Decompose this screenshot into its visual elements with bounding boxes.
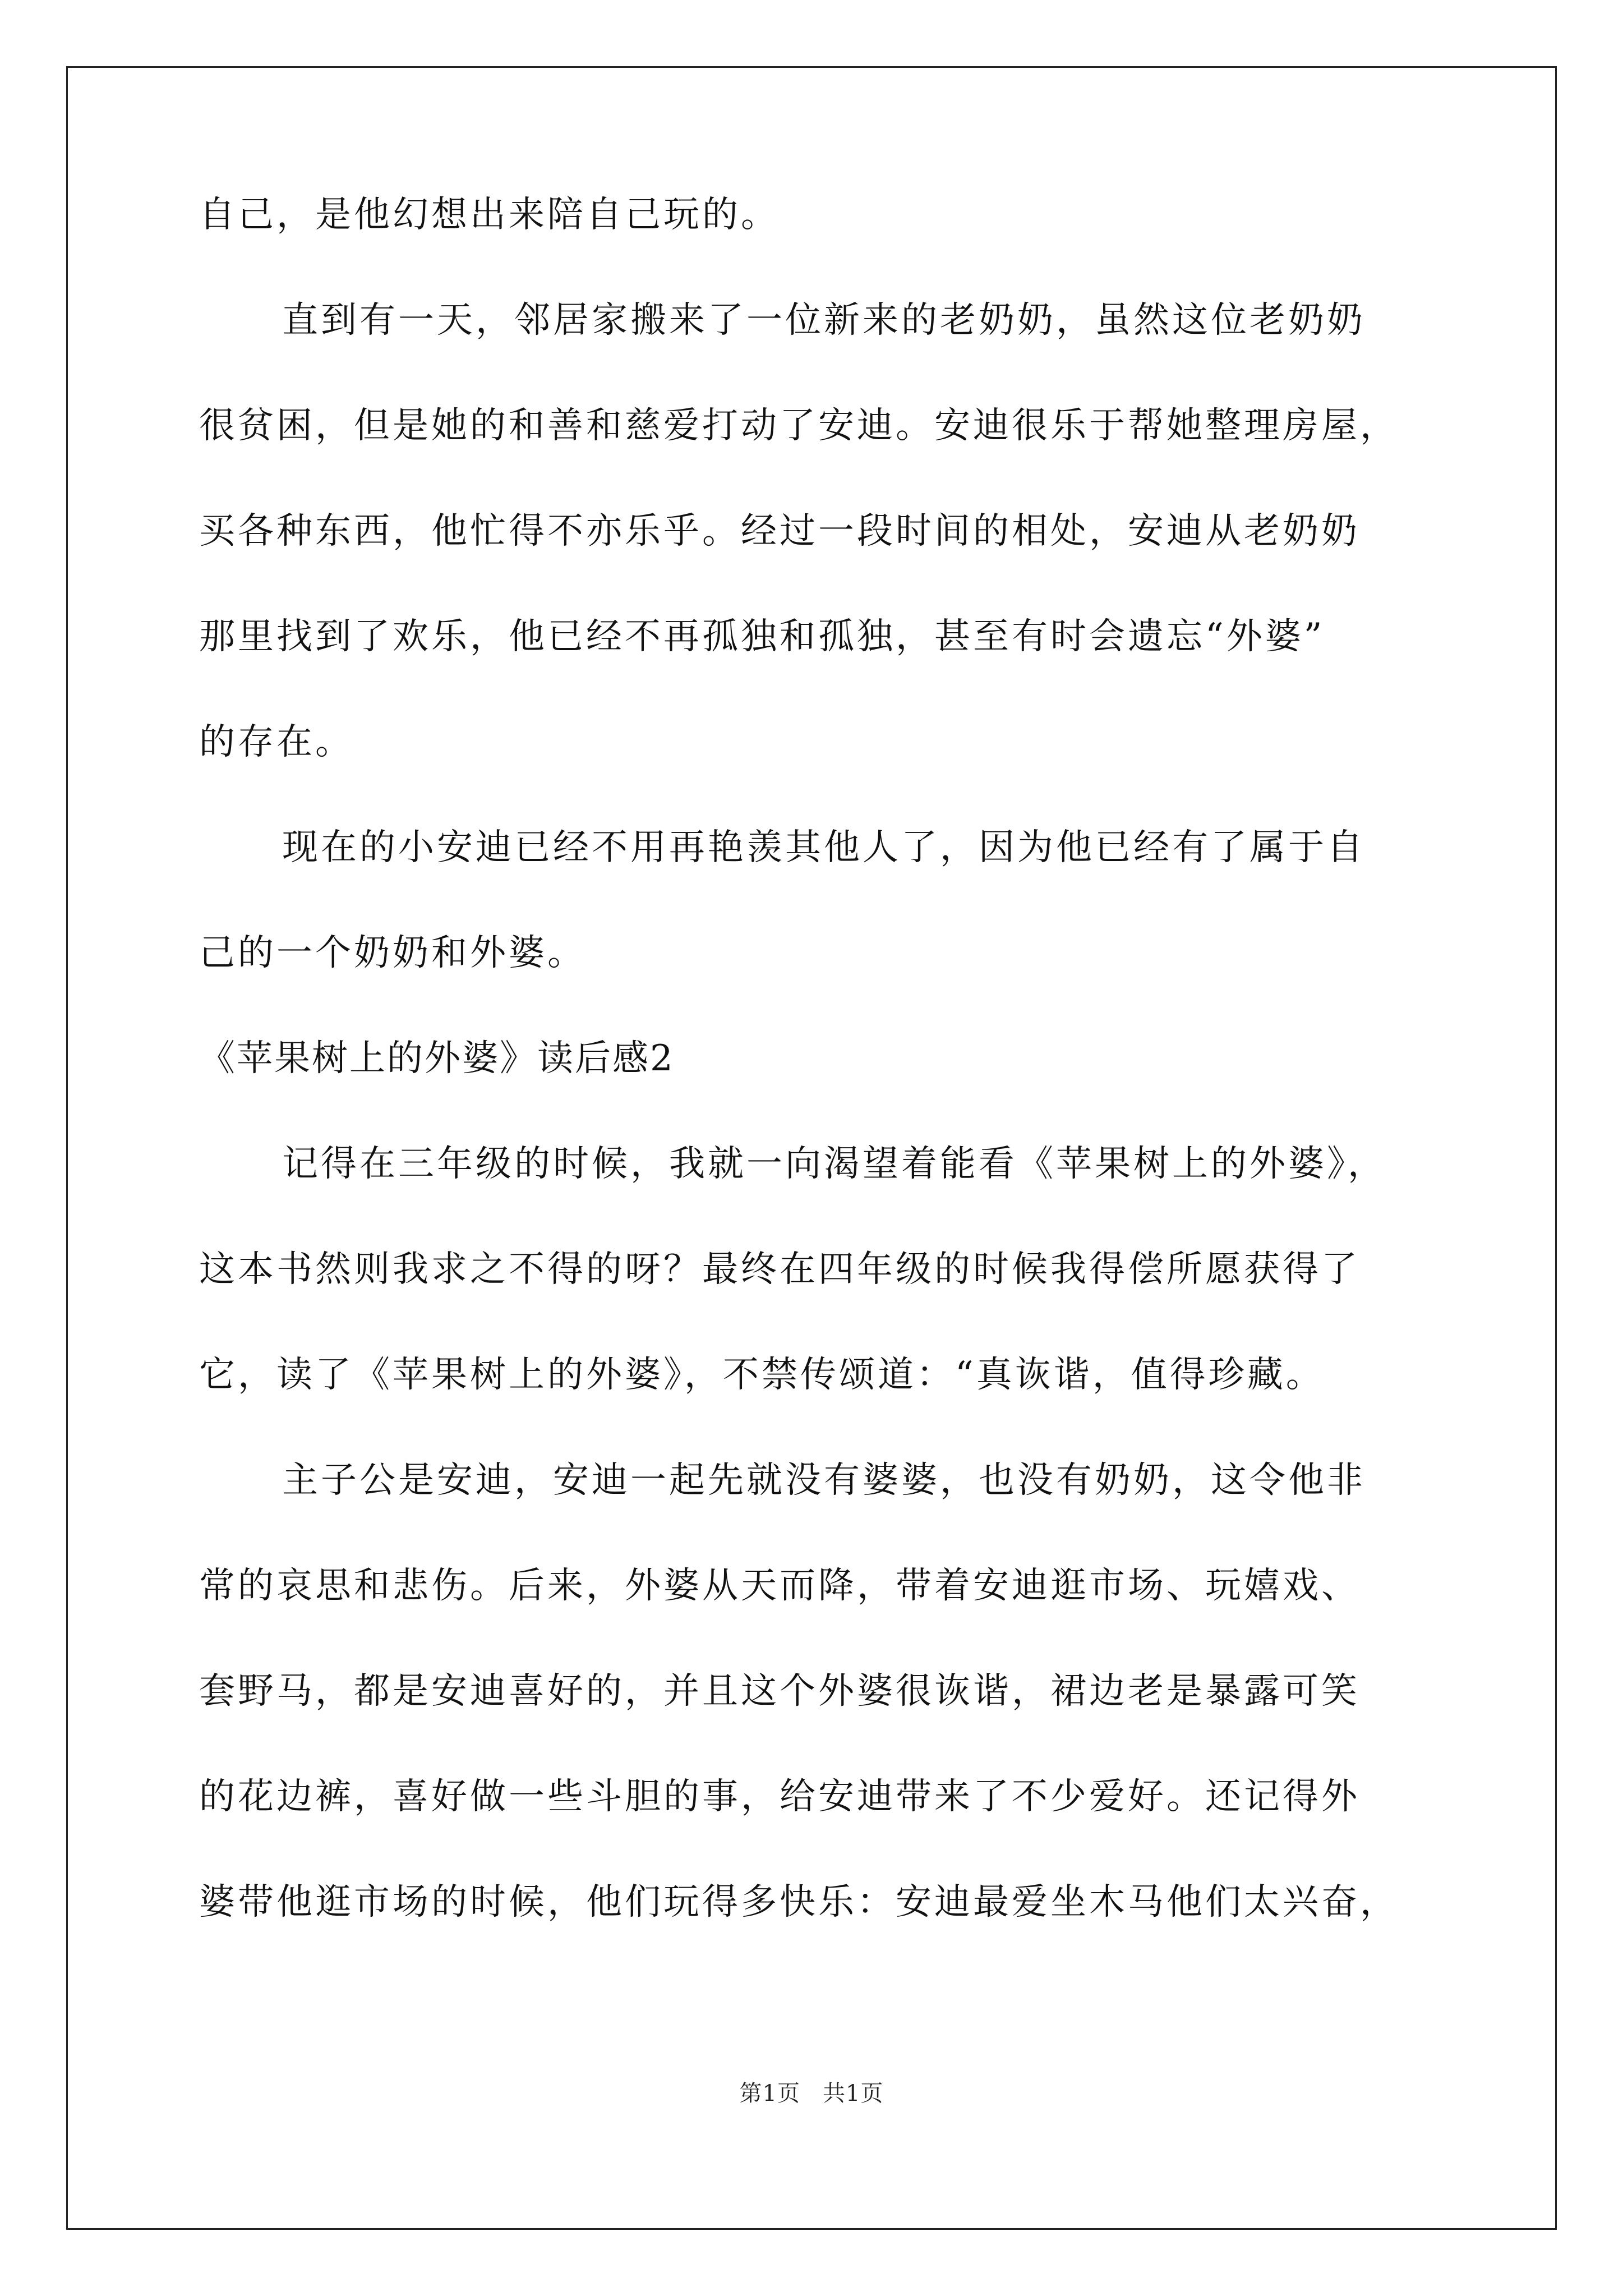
paragraph-line: 的存在。 <box>199 721 354 763</box>
section-heading: 《苹果树上的外婆》读后感2 <box>199 1038 675 1079</box>
page-number-total: 共1页 <box>823 2081 884 2106</box>
paragraph-line: 婆带他逛市场的时候，他们玩得多快乐：安迪最爱坐木马他们太兴奋， <box>199 1881 1399 1923</box>
paragraph-line: 记得在三年级的时候，我就一向渴望着能看《苹果树上的外婆》， <box>282 1143 1386 1185</box>
paragraph-line: 很贫困，但是她的和善和慈爱打动了安迪。安迪很乐于帮她整理房屋， <box>199 405 1399 447</box>
paragraph-line: 直到有一天，邻居家搬来了一位新来的老奶奶，虽然这位老奶奶 <box>282 300 1366 341</box>
paragraph-line: 主子公是安迪，安迪一起先就没有婆婆，也没有奶奶，这令他非 <box>282 1460 1366 1501</box>
paragraph-line: 它，读了《苹果树上的外婆》，不禁传颂道：“真诙谐，值得珍藏。 <box>199 1354 1325 1396</box>
paragraph-line: 套野马，都是安迪喜好的，并且这个外婆很诙谐，裙边老是暴露可笑 <box>199 1671 1360 1712</box>
paragraph-line: 常的哀思和悲伤。后来，外婆从天而降，带着安迪逛市场、玩嬉戏、 <box>199 1565 1360 1607</box>
paragraph-line: 现在的小安迪已经不用再艳羡其他人了，因为他已经有了属于自 <box>282 827 1366 868</box>
paragraph-line: 这本书然则我求之不得的呀？最终在四年级的时候我得偿所愿获得了 <box>199 1249 1360 1290</box>
paragraph-line: 那里找到了欢乐，他已经不再孤独和孤独，甚至有时会遗忘“外婆” <box>199 616 1325 657</box>
page-number-current: 第1页 <box>739 2081 800 2106</box>
paragraph-line: 买各种东西，他忙得不亦乐乎。经过一段时间的相处，安迪从老奶奶 <box>199 510 1360 552</box>
paragraph-line: 的花边裤，喜好做一些斗胆的事，给安迪带来了不少爱好。还记得外 <box>199 1776 1360 1818</box>
paragraph-line: 自己，是他幻想出来陪自己玩的。 <box>199 194 780 236</box>
page-footer <box>0 2079 1623 2108</box>
paragraph-line: 己的一个奶奶和外婆。 <box>199 932 586 974</box>
